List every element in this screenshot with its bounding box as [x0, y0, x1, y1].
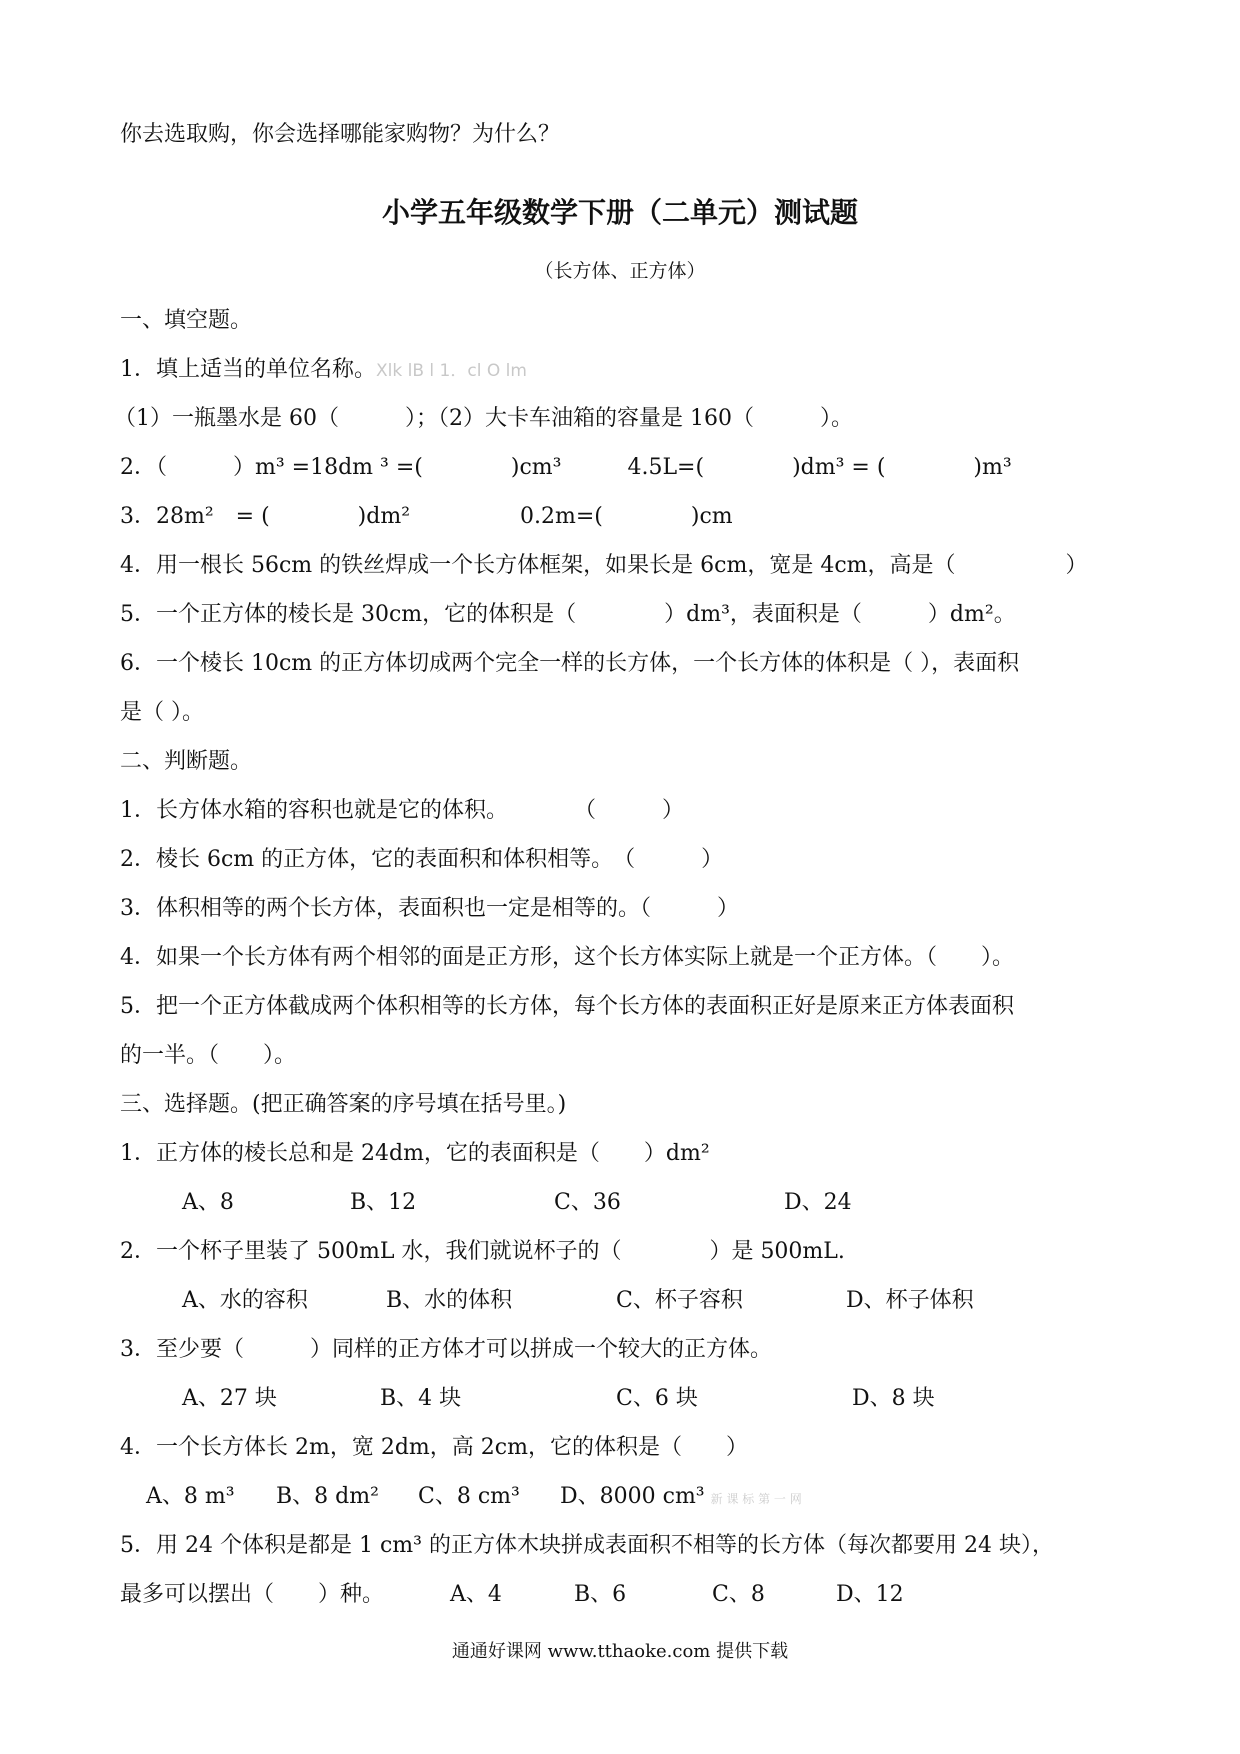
option-a: A、8 m³ [146, 1484, 235, 1509]
page-title: 小学五年级数学下册（二单元）测试题 [381, 196, 858, 229]
watermark-text: 新 课 标 第 一 网 [710, 1492, 802, 1506]
option-b: B、12 [350, 1190, 417, 1215]
section1-q5: 5．一个正方体的棱长是 30cm，它的体积是（ ）dm³，表面积是（ ）dm²。 [120, 602, 1016, 627]
section3-q3: 3．至少要（ ）同样的正方体才可以拼成一个较大的正方体。 [120, 1337, 772, 1362]
section3-q5-line2-text: 最多可以摆出（ ）种。 [120, 1582, 385, 1607]
option-c: C、8 [712, 1582, 765, 1607]
option-c: C、6 块 [616, 1386, 698, 1411]
section2-q2: 2．棱长 6cm 的正方体，它的表面积和体积相等。 （ ） [120, 847, 724, 872]
option-b: B、水的体积 [386, 1288, 513, 1313]
section3-q5-line2 [120, 1580, 904, 1610]
option-a: A、27 块 [182, 1386, 277, 1411]
section1-q4: 4．用一根长 56cm 的铁丝焊成一个长方体框架，如果长是 6cm，宽是 4cm，高是（ ） [120, 553, 1088, 578]
section3-q5-line1: 5．用 24 个体积是都是 1 cm³ 的正方体木块拼成表面积不相等的长方体（每次都要用 24 块）， [120, 1533, 1054, 1558]
section1-q1 [120, 355, 527, 386]
section1-q1-text: 1．填上适当的单位名称。 [120, 357, 376, 382]
section2-q4: 4．如果一个长方体有两个相邻的面是正方形，这个长方体实际上就是一个正方体。（ ）。 [120, 945, 1015, 970]
option-a: A、4 [450, 1582, 502, 1607]
section2-q5-line2: 的一半。（ ）。 [120, 1043, 297, 1068]
option-b: B、4 块 [380, 1386, 462, 1411]
option-d: D、杯子体积 [846, 1288, 974, 1313]
section3-q2-options [182, 1286, 974, 1316]
section1-q1-parts: （1）一瓶墨水是 60（ ）；（2）大卡车油箱的容量是 160（ ）。 [114, 406, 853, 431]
page-footer: 通通好课网 www.tthaoke.com 提供下载 [451, 1641, 789, 1662]
section2-q3: 3．体积相等的两个长方体，表面积也一定是相等的。（ ） [120, 896, 739, 921]
watermark-text: Xlk lB l 1．cl O lm [376, 361, 527, 381]
option-d: D、12 [836, 1582, 904, 1607]
page-subtitle: （长方体、正方体） [534, 260, 706, 282]
option-d: D、8 块 [852, 1386, 935, 1411]
section3-q1-options [182, 1188, 852, 1218]
option-c: C、8 cm³ [418, 1484, 520, 1509]
option-d: D、8000 cm³ [560, 1484, 705, 1509]
section2-heading: 二、判断题。 [120, 749, 253, 774]
section2-q5-line1: 5．把一个正方体截成两个体积相等的长方体，每个长方体的表面积正好是原来正方体表面积 [120, 994, 1015, 1019]
option-c: C、36 [554, 1190, 621, 1215]
option-b: B、8 dm² [276, 1484, 379, 1509]
section1-q3: 3．28m² = ( )dm² 0.2m=( )cm [120, 504, 733, 529]
section1-heading: 一、填空题。 [120, 308, 253, 333]
option-a: A、8 [182, 1190, 234, 1215]
section1-q6-line2: 是（ ）。 [120, 700, 204, 725]
option-b: B、6 [574, 1582, 627, 1607]
section3-q2: 2．一个杯子里装了 500mL 水，我们就说杯子的（ ）是 500mL. [120, 1239, 845, 1264]
section3-q4-options [146, 1482, 802, 1514]
section3-q3-options [182, 1384, 935, 1414]
section2-q1: 1．长方体水箱的容积也就是它的体积。 （ ） [120, 798, 684, 823]
option-a: A、水的容积 [182, 1288, 308, 1313]
header-question: 你去选取购，你会选择哪能家购物？为什么？ [120, 122, 561, 147]
section3-q1: 1．正方体的棱长总和是 24dm，它的表面积是（ ）dm² [120, 1141, 710, 1166]
section3-heading: 三、选择题。(把正确答案的序号填在括号里。) [120, 1092, 567, 1117]
option-c: C、杯子容积 [616, 1288, 743, 1313]
section3-q4: 4．一个长方体长 2m，宽 2dm，高 2cm，它的体积是（ ） [120, 1435, 748, 1460]
section1-q2: 2．（ ）m³ =18dm ³ =( )cm³ 4.5L=( )dm³ = ( )m³ [120, 455, 1012, 480]
option-d: D、24 [784, 1190, 852, 1215]
section1-q6-line1: 6．一个棱长 10cm 的正方体切成两个完全一样的长方体，一个长方体的体积是（ ），表面积 [120, 651, 1020, 676]
